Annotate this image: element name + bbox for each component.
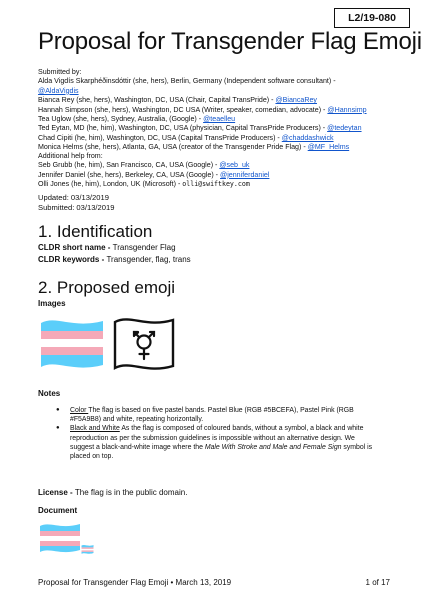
- note-color: ● Color The flag is based on five pastel bands. Pastel Blue (RGB #5BCEFA), Pastel Pink (RGB #F5A9B8) and white, repeating horizontally.: [60, 406, 386, 424]
- helper-line: Jennifer Daniel (she, hers), Berkeley, CA, USA (Google) - @jenniferdaniel: [38, 170, 270, 179]
- additional-help-heading: Additional help from:: [38, 152, 103, 160]
- twitter-link[interactable]: @AldaVigdis: [38, 86, 79, 95]
- updated-date: Updated: 03/13/2019: [38, 193, 109, 202]
- document-label: Document: [38, 506, 78, 515]
- submitter-line: Monica Helms (she, hers), Atlanta, GA, USA (creator of the Transgender Pride Flag) - @MF_Helms: [38, 143, 350, 152]
- note-black-and-white: ● Black and White As the flag is composed of coloured bands, without a symbol, a black and white reproduction as per the submission guidelines is impossible without an alternative design. We suggest a black-and-white image where the Male With Stroke and Male and Female Sign symbol is placed on top.: [60, 424, 386, 461]
- submitter-line: Hannah Simpson (she, hers), Washington, DC USA (Writer, speaker, comedian, advocate) - @Hannsimp: [38, 105, 367, 114]
- images-label: Images: [38, 299, 66, 308]
- submitted-by-section: [38, 68, 394, 153]
- notes-label: Notes: [38, 389, 61, 398]
- helper-line: Seb Grubb (he, him), San Francisco, CA, USA (Google) - @seb_uk: [38, 161, 250, 170]
- transgender-flag-document-size: [38, 520, 82, 556]
- cldr-short-name: CLDR short name - Transgender Flag: [38, 243, 176, 252]
- twitter-link[interactable]: @chaddashwick: [281, 133, 334, 142]
- twitter-link[interactable]: @jenniferdaniel: [220, 170, 270, 179]
- transgender-flag-small: [81, 544, 94, 555]
- page-title: Proposal for Transgender Flag Emoji: [38, 28, 422, 55]
- submitter-line: Ted Eytan, MD (he, him), Washington, DC, USA (physician, Capital TransPride Producers) - @tedeytan: [38, 124, 362, 133]
- submitter-line: Bianca Rey (she, hers), Washington, DC, USA (Chair, Capital TransPride) - @BiancaRey: [38, 96, 317, 105]
- twitter-link[interactable]: @teaelleu: [203, 115, 236, 124]
- page-number: 1 of 17: [365, 578, 390, 587]
- twitter-link[interactable]: @MF_Helms: [307, 143, 350, 152]
- page-footer: [38, 578, 390, 587]
- submitter-line: Tea Uglow (she, hers), Sydney, Australia, (Google) - @teaelleu: [38, 115, 236, 124]
- additional-help-section: [38, 152, 394, 190]
- twitter-link[interactable]: @tedeytan: [327, 124, 362, 133]
- submitted-date: Submitted: 03/13/2019: [38, 203, 115, 213]
- submitted-by-heading: Submitted by:: [38, 68, 82, 76]
- footer-title: Proposal for Transgender Flag Emoji • March 13, 2019: [38, 578, 232, 587]
- dates-section: [38, 193, 394, 214]
- twitter-link[interactable]: @BiancaRey: [275, 96, 317, 105]
- proposed-emoji-heading: 2. Proposed emoji: [38, 278, 176, 297]
- identification-heading: 1. Identification: [38, 222, 153, 241]
- helper-line: Olli Jones (he, him), London, UK (Microsoft) - olli@swiftkey.com: [38, 180, 250, 189]
- cldr-keywords: CLDR keywords - Transgender, flag, trans: [38, 255, 191, 264]
- twitter-link[interactable]: @seb_uk: [219, 161, 250, 170]
- email-address: olli@swiftkey.com: [182, 180, 250, 189]
- transgender-flag-color-image: [38, 313, 106, 375]
- twitter-link[interactable]: @Hannsimp: [327, 105, 367, 114]
- transgender-flag-bw-image: [112, 314, 176, 376]
- notes-list: [60, 406, 386, 461]
- document-number: L2/19-080: [334, 8, 410, 28]
- submitter-line: Alda Vigdís Skarphéðinsdóttir (she, hers), Berlin, Germany (Independent software consultant) -: [38, 77, 336, 86]
- submitter-line: Chad Cipiti (he, him), Washington, DC, USA (Capital TransPride Producers) - @chaddashwick: [38, 133, 334, 142]
- submitter-line: [38, 87, 394, 96]
- license-statement: License - The flag is in the public domain.: [38, 488, 188, 497]
